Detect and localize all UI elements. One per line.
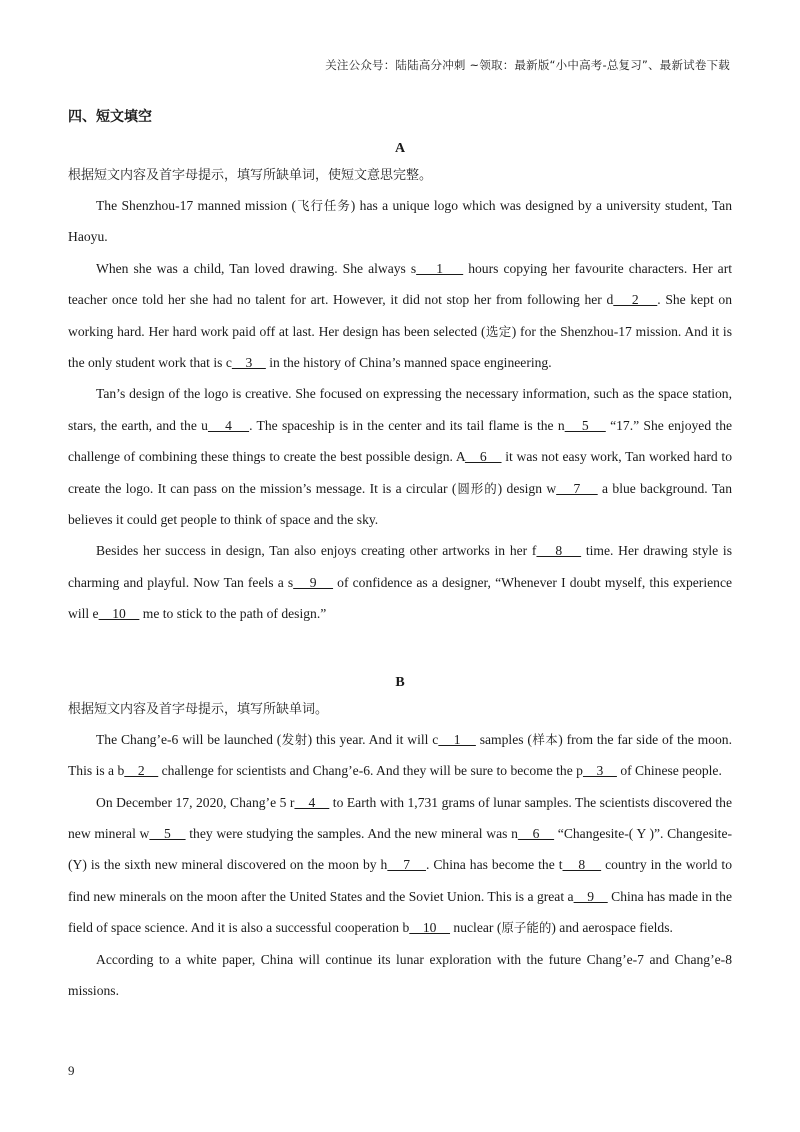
- passage-spacer: [68, 630, 732, 664]
- passage-b-paragraph-2: On December 17, 2020, Chang’e 5 r 4 to Earth with 1,731 grams of lunar samples. The scientists discovered the new mineral w 5 they were studying the samples. And the new mineral was n 6 “Changesite-( Y )”. Changesite-(Y) is the sixth new mineral discovered on the moon by h 7 . China has become the t 8 country in the world to find new minerals on the moon after the United States and the Soviet Union. This is a great a 9 China has made in the field of space science. And it is also a successful cooperation b 10 nuclear (原子能的) and aerospace fields.: [68, 794, 733, 936]
- page-number: 9: [68, 1063, 75, 1078]
- blank-a-7[interactable]: 7: [556, 480, 598, 496]
- blank-a-2[interactable]: 2: [613, 292, 658, 308]
- blank-a-8[interactable]: 8: [536, 543, 582, 559]
- passage-b-label: B: [395, 674, 405, 690]
- blank-b-8[interactable]: 8: [562, 857, 602, 873]
- passage-a-instruction: 根据短文内容及首字母提示，填写所缺单词，使短文意思完整。: [68, 168, 433, 183]
- passage-a-label: A: [394, 141, 406, 156]
- page-header: 关注公众号：陆陆高分冲刺 ~领取：最新版“小中高考-总复习”、最新试卷下载: [325, 58, 730, 72]
- blank-b-4[interactable]: 4: [294, 794, 330, 810]
- blank-a-1[interactable]: 1: [416, 260, 464, 276]
- blank-b-2[interactable]: 2: [124, 763, 159, 779]
- blank-a-10[interactable]: 10: [98, 606, 140, 622]
- passage-a-paragraph-1: The Shenzhou-17 manned mission (飞行任务) has a unique logo which was designed by a university student, Tan Haoyu.: [68, 198, 732, 245]
- passage-a-paragraph-2: When she was a child, Tan loved drawing. She always s 1 hours copying her favourite characters. Her art teacher once told her she had no talent for art. However, it did not stop her from following her d 2 . She kept on working hard. Her hard work paid off at last. Her design has been selected (选定) for the Shenzhou-17 mission. And it is the only student work that is c 3 in the history of China’s manned space engineering.: [68, 260, 732, 371]
- blank-b-9[interactable]: 9: [573, 888, 608, 904]
- blank-a-3[interactable]: 3: [231, 355, 266, 371]
- blank-b-6[interactable]: 6: [517, 825, 555, 841]
- document-body: [68, 100, 732, 1006]
- blank-b-10[interactable]: 10: [409, 920, 451, 936]
- blank-b-5[interactable]: 5: [149, 825, 186, 841]
- blank-a-6[interactable]: 6: [464, 449, 502, 465]
- blank-a-9[interactable]: 9: [293, 574, 334, 590]
- passage-a-paragraph-4: Besides her success in design, Tan also enjoys creating other artworks in her f 8 time. Her drawing style is charming and playful. Now Tan feels a s 9 of confidence as a designer, “Whenever I doubt myself, this experience will e 10 me to stick to the path of design.”: [68, 543, 733, 622]
- blank-b-7[interactable]: 7: [387, 857, 426, 873]
- blank-b-1[interactable]: 1: [438, 731, 476, 747]
- blank-a-5[interactable]: 5: [564, 417, 606, 433]
- passage-b-paragraph-1: The Chang’e-6 will be launched (发射) this year. And it will c 1 samples (样本) from the far side of the moon. This is a b 2 challenge for scientists and Chang’e-6. And they will be sure to become the p 3 of Chinese people.: [68, 731, 732, 779]
- passage-a-paragraph-3: Tan’s design of the logo is creative. She focused on expressing the necessary information, such as the space station, stars, the earth, and the u 4 . The spaceship is in the center and its tail flame is the n 5 “17.” She enjoyed the challenge of combining these things to create the best possible design. A 6 it was not easy work, Tan worked hard to create the logo. It can pass on the mission’s message. It is a circular (圆形的) design w 7 a blue background. Tan believes it could get people to think of space and the sky.: [68, 386, 733, 528]
- passage-b-instruction: 根据短文内容及首字母提示，填写所缺单词。: [68, 701, 329, 717]
- blank-a-4[interactable]: 4: [207, 417, 250, 433]
- blank-b-3[interactable]: 3: [582, 763, 617, 779]
- passage-b-paragraph-3: According to a white paper, China will continue its lunar exploration with the future Chang’e-7 and Chang’e-8 missions.: [68, 951, 732, 998]
- section-title: 四、短文填空: [68, 109, 152, 125]
